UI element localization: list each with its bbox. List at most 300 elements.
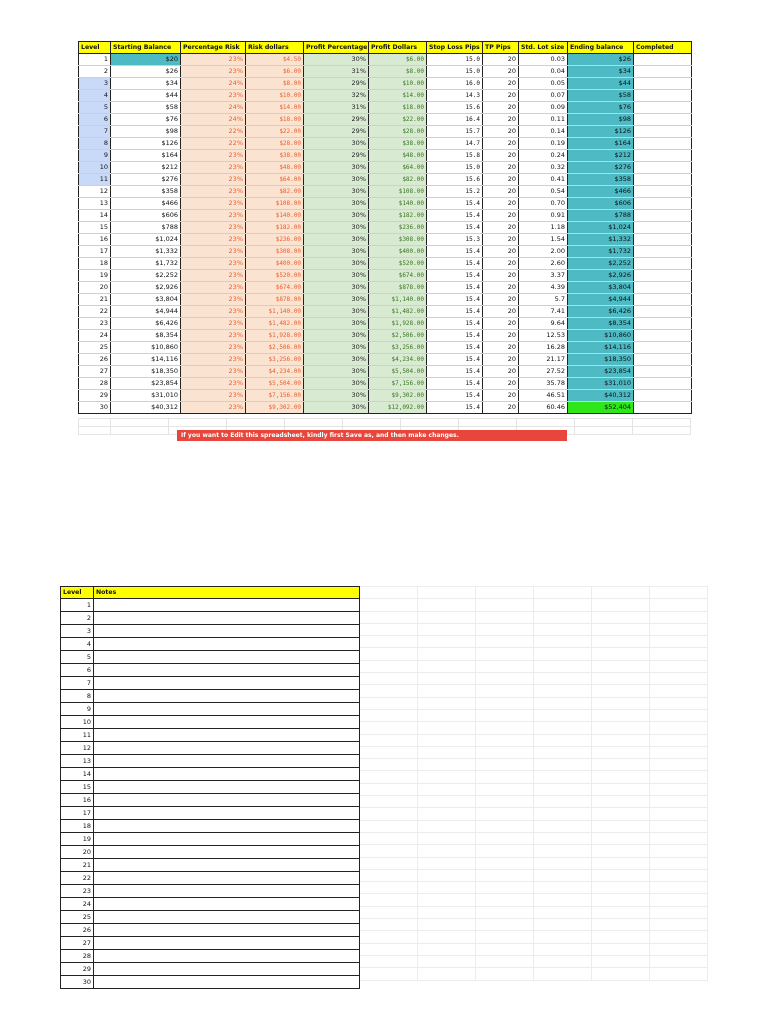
notes-text-cell[interactable] [94, 820, 360, 833]
ending-balance-cell[interactable]: $4,944 [568, 294, 634, 306]
grid-cell[interactable] [418, 734, 476, 746]
profit-percentage-cell[interactable]: 30% [304, 198, 369, 210]
stop-loss-pips-cell[interactable]: 15.3 [427, 234, 483, 246]
grid-cell[interactable] [360, 869, 418, 881]
stop-loss-pips-cell[interactable]: 15.4 [427, 306, 483, 318]
tp-pips-cell[interactable]: 20 [483, 258, 519, 270]
ending-balance-cell[interactable]: $76 [568, 102, 634, 114]
level-cell[interactable]: 15 [79, 222, 111, 234]
percentage-risk-cell[interactable]: 23% [181, 390, 246, 402]
risk-dollars-cell[interactable]: $4.50 [246, 54, 304, 66]
lot-size-cell[interactable]: 0.24 [519, 150, 568, 162]
level-cell[interactable]: 18 [79, 258, 111, 270]
header-profit-percentage[interactable]: Profit Percentage [304, 42, 369, 54]
grid-cell[interactable] [360, 636, 418, 648]
notes-text-cell[interactable] [94, 703, 360, 716]
profit-percentage-cell[interactable]: 30% [304, 282, 369, 294]
starting-balance-cell[interactable]: $4,944 [111, 306, 181, 318]
notes-text-cell[interactable] [94, 755, 360, 768]
notes-text-cell[interactable] [94, 612, 360, 625]
profit-percentage-cell[interactable]: 31% [304, 102, 369, 114]
tp-pips-cell[interactable]: 20 [483, 186, 519, 198]
notes-text-cell[interactable] [94, 937, 360, 950]
grid-cell[interactable] [534, 636, 592, 648]
grid-cell[interactable] [476, 660, 534, 672]
grid-cell[interactable] [592, 771, 650, 783]
grid-cell[interactable] [476, 611, 534, 623]
grid-cell[interactable] [476, 648, 534, 660]
grid-cell[interactable] [476, 832, 534, 844]
ending-balance-cell[interactable]: $98 [568, 114, 634, 126]
header-ending-balance[interactable]: Ending balance [568, 42, 634, 54]
grid-cell[interactable] [360, 906, 418, 918]
starting-balance-cell[interactable]: $18,350 [111, 366, 181, 378]
grid-cell[interactable] [418, 722, 476, 734]
grid-cell[interactable] [360, 685, 418, 697]
risk-dollars-cell[interactable]: $674.00 [246, 282, 304, 294]
grid-cell[interactable] [534, 857, 592, 869]
grid-cell[interactable] [476, 943, 534, 955]
header-completed[interactable]: Completed [634, 42, 692, 54]
percentage-risk-cell[interactable]: 23% [181, 306, 246, 318]
grid-cell[interactable] [534, 894, 592, 906]
completed-cell[interactable] [634, 222, 692, 234]
lot-size-cell[interactable]: 3.37 [519, 270, 568, 282]
grid-cell[interactable] [418, 857, 476, 869]
grid-cell[interactable] [592, 882, 650, 894]
tp-pips-cell[interactable]: 20 [483, 390, 519, 402]
stop-loss-pips-cell[interactable]: 16.4 [427, 114, 483, 126]
tp-pips-cell[interactable]: 20 [483, 102, 519, 114]
ending-balance-cell[interactable]: $3,804 [568, 282, 634, 294]
grid-cell[interactable] [534, 955, 592, 967]
tp-pips-cell[interactable]: 20 [483, 162, 519, 174]
lot-size-cell[interactable]: 5.7 [519, 294, 568, 306]
percentage-risk-cell[interactable]: 24% [181, 114, 246, 126]
grid-cell[interactable] [418, 968, 476, 980]
starting-balance-cell[interactable]: $126 [111, 138, 181, 150]
ending-balance-cell[interactable]: $2,926 [568, 270, 634, 282]
completed-cell[interactable] [634, 378, 692, 390]
profit-dollars-cell[interactable]: $674.00 [369, 270, 427, 282]
grid-cell[interactable] [650, 808, 708, 820]
profit-percentage-cell[interactable]: 32% [304, 90, 369, 102]
lot-size-cell[interactable]: 2.00 [519, 246, 568, 258]
lot-size-cell[interactable]: 0.14 [519, 126, 568, 138]
completed-cell[interactable] [634, 282, 692, 294]
grid-cell[interactable] [534, 759, 592, 771]
header-lot-size[interactable]: Std. Lot size [519, 42, 568, 54]
profit-dollars-cell[interactable]: $1,482.00 [369, 306, 427, 318]
grid-cell[interactable] [650, 587, 708, 599]
ending-balance-cell[interactable]: $8,354 [568, 318, 634, 330]
level-cell[interactable]: 21 [79, 294, 111, 306]
grid-cell[interactable] [418, 955, 476, 967]
level-cell[interactable]: 4 [79, 90, 111, 102]
grid-cell[interactable] [650, 820, 708, 832]
completed-cell[interactable] [634, 306, 692, 318]
grid-cell[interactable] [534, 931, 592, 943]
risk-dollars-cell[interactable]: $1,140.00 [246, 306, 304, 318]
tp-pips-cell[interactable]: 20 [483, 342, 519, 354]
tp-pips-cell[interactable]: 20 [483, 246, 519, 258]
grid-cell[interactable] [476, 697, 534, 709]
tp-pips-cell[interactable]: 20 [483, 378, 519, 390]
grid-cell[interactable] [534, 599, 592, 611]
level-cell[interactable]: 8 [79, 138, 111, 150]
grid-cell[interactable] [650, 882, 708, 894]
completed-cell[interactable] [634, 258, 692, 270]
grid-cell[interactable] [592, 919, 650, 931]
grid-cell[interactable] [360, 820, 418, 832]
grid-cell[interactable] [418, 709, 476, 721]
grid-cell[interactable] [592, 660, 650, 672]
level-cell[interactable]: 9 [79, 150, 111, 162]
notes-text-cell[interactable] [94, 742, 360, 755]
grid-cell[interactable] [650, 722, 708, 734]
notes-text-cell[interactable] [94, 768, 360, 781]
grid-cell[interactable] [592, 587, 650, 599]
lot-size-cell[interactable]: 60.46 [519, 402, 568, 414]
risk-dollars-cell[interactable]: $2,506.00 [246, 342, 304, 354]
grid-cell[interactable] [534, 611, 592, 623]
completed-cell[interactable] [634, 186, 692, 198]
grid-cell[interactable] [592, 820, 650, 832]
risk-dollars-cell[interactable]: $14.00 [246, 102, 304, 114]
notes-level-cell[interactable]: 20 [61, 846, 94, 859]
completed-cell[interactable] [634, 54, 692, 66]
lot-size-cell[interactable]: 0.54 [519, 186, 568, 198]
grid-cell[interactable] [592, 832, 650, 844]
ending-balance-cell[interactable]: $2,252 [568, 258, 634, 270]
stop-loss-pips-cell[interactable]: 15.4 [427, 222, 483, 234]
level-cell[interactable]: 23 [79, 318, 111, 330]
grid-cell[interactable] [592, 722, 650, 734]
grid-cell[interactable] [534, 673, 592, 685]
level-cell[interactable]: 28 [79, 378, 111, 390]
ending-balance-cell[interactable]: $212 [568, 150, 634, 162]
grid-cell[interactable] [650, 611, 708, 623]
notes-level-cell[interactable]: 15 [61, 781, 94, 794]
profit-percentage-cell[interactable]: 30% [304, 354, 369, 366]
grid-cell[interactable] [476, 734, 534, 746]
stop-loss-pips-cell[interactable]: 15.4 [427, 378, 483, 390]
grid-cell[interactable] [418, 906, 476, 918]
profit-percentage-cell[interactable]: 30% [304, 210, 369, 222]
starting-balance-cell[interactable]: $1,732 [111, 258, 181, 270]
risk-dollars-cell[interactable]: $140.00 [246, 210, 304, 222]
profit-dollars-cell[interactable]: $7,156.00 [369, 378, 427, 390]
percentage-risk-cell[interactable]: 23% [181, 234, 246, 246]
lot-size-cell[interactable]: 0.03 [519, 54, 568, 66]
grid-cell[interactable] [534, 968, 592, 980]
tp-pips-cell[interactable]: 20 [483, 294, 519, 306]
grid-cell[interactable] [534, 771, 592, 783]
grid-cell[interactable] [476, 709, 534, 721]
grid-cell[interactable] [418, 660, 476, 672]
profit-percentage-cell[interactable]: 30% [304, 270, 369, 282]
lot-size-cell[interactable]: 0.09 [519, 102, 568, 114]
risk-dollars-cell[interactable]: $108.00 [246, 198, 304, 210]
grid-cell[interactable] [360, 968, 418, 980]
grid-cell[interactable] [418, 697, 476, 709]
completed-cell[interactable] [634, 390, 692, 402]
lot-size-cell[interactable]: 0.41 [519, 174, 568, 186]
percentage-risk-cell[interactable]: 23% [181, 198, 246, 210]
grid-cell[interactable] [650, 845, 708, 857]
grid-cell[interactable] [650, 943, 708, 955]
level-cell[interactable]: 3 [79, 78, 111, 90]
grid-cell[interactable] [592, 599, 650, 611]
lot-size-cell[interactable]: 1.18 [519, 222, 568, 234]
risk-dollars-cell[interactable]: $64.00 [246, 174, 304, 186]
profit-dollars-cell[interactable]: $6.00 [369, 54, 427, 66]
tp-pips-cell[interactable]: 20 [483, 210, 519, 222]
notes-level-cell[interactable]: 26 [61, 924, 94, 937]
starting-balance-cell[interactable]: $6,426 [111, 318, 181, 330]
grid-cell[interactable] [418, 919, 476, 931]
grid-cell[interactable] [592, 623, 650, 635]
level-cell[interactable]: 17 [79, 246, 111, 258]
profit-dollars-cell[interactable]: $38.00 [369, 138, 427, 150]
grid-cell[interactable] [534, 685, 592, 697]
percentage-risk-cell[interactable]: 23% [181, 318, 246, 330]
grid-cell[interactable] [476, 955, 534, 967]
profit-dollars-cell[interactable]: $400.00 [369, 246, 427, 258]
grid-cell[interactable] [650, 636, 708, 648]
profit-percentage-cell[interactable]: 30% [304, 318, 369, 330]
notes-text-cell[interactable] [94, 664, 360, 677]
notes-level-cell[interactable]: 8 [61, 690, 94, 703]
stop-loss-pips-cell[interactable]: 15.6 [427, 102, 483, 114]
tp-pips-cell[interactable]: 20 [483, 90, 519, 102]
ending-balance-cell[interactable]: $466 [568, 186, 634, 198]
notes-header-level[interactable]: Level [61, 587, 94, 599]
risk-dollars-cell[interactable]: $7,156.00 [246, 390, 304, 402]
starting-balance-cell[interactable]: $20 [111, 54, 181, 66]
grid-cell[interactable] [534, 734, 592, 746]
risk-dollars-cell[interactable]: $10.00 [246, 90, 304, 102]
profit-dollars-cell[interactable]: $10.00 [369, 78, 427, 90]
grid-cell[interactable] [418, 623, 476, 635]
tp-pips-cell[interactable]: 20 [483, 54, 519, 66]
lot-size-cell[interactable]: 4.39 [519, 282, 568, 294]
percentage-risk-cell[interactable]: 23% [181, 294, 246, 306]
ending-balance-cell[interactable]: $26 [568, 54, 634, 66]
profit-dollars-cell[interactable]: $22.00 [369, 114, 427, 126]
grid-cell[interactable] [360, 709, 418, 721]
starting-balance-cell[interactable]: $606 [111, 210, 181, 222]
grid-cell[interactable] [418, 771, 476, 783]
profit-percentage-cell[interactable]: 29% [304, 78, 369, 90]
notes-level-cell[interactable]: 14 [61, 768, 94, 781]
grid-cell[interactable] [418, 845, 476, 857]
percentage-risk-cell[interactable]: 22% [181, 126, 246, 138]
grid-cell[interactable] [592, 869, 650, 881]
starting-balance-cell[interactable]: $164 [111, 150, 181, 162]
ending-balance-cell[interactable]: $276 [568, 162, 634, 174]
profit-percentage-cell[interactable]: 30% [304, 222, 369, 234]
stop-loss-pips-cell[interactable]: 15.4 [427, 390, 483, 402]
grid-cell[interactable] [476, 808, 534, 820]
completed-cell[interactable] [634, 162, 692, 174]
grid-cell[interactable] [360, 599, 418, 611]
grid-cell[interactable] [534, 660, 592, 672]
ending-balance-cell[interactable]: $1,332 [568, 234, 634, 246]
stop-loss-pips-cell[interactable]: 14.7 [427, 138, 483, 150]
grid-cell[interactable] [476, 820, 534, 832]
completed-cell[interactable] [634, 210, 692, 222]
completed-cell[interactable] [634, 150, 692, 162]
risk-dollars-cell[interactable]: $520.00 [246, 270, 304, 282]
level-cell[interactable]: 7 [79, 126, 111, 138]
notes-level-cell[interactable]: 9 [61, 703, 94, 716]
grid-cell[interactable] [592, 845, 650, 857]
grid-cell[interactable] [592, 955, 650, 967]
stop-loss-pips-cell[interactable]: 15.4 [427, 342, 483, 354]
grid-cell[interactable] [592, 783, 650, 795]
level-cell[interactable]: 20 [79, 282, 111, 294]
grid-cell[interactable] [360, 771, 418, 783]
lot-size-cell[interactable]: 0.32 [519, 162, 568, 174]
percentage-risk-cell[interactable]: 23% [181, 354, 246, 366]
lot-size-cell[interactable]: 21.17 [519, 354, 568, 366]
percentage-risk-cell[interactable]: 24% [181, 78, 246, 90]
grid-cell[interactable] [534, 709, 592, 721]
level-cell[interactable]: 16 [79, 234, 111, 246]
ending-balance-cell[interactable]: $6,426 [568, 306, 634, 318]
notes-text-cell[interactable] [94, 898, 360, 911]
risk-dollars-cell[interactable]: $182.00 [246, 222, 304, 234]
grid-cell[interactable] [650, 734, 708, 746]
lot-size-cell[interactable]: 2.60 [519, 258, 568, 270]
starting-balance-cell[interactable]: $98 [111, 126, 181, 138]
stop-loss-pips-cell[interactable]: 15.4 [427, 330, 483, 342]
profit-dollars-cell[interactable]: $2,506.00 [369, 330, 427, 342]
notes-text-cell[interactable] [94, 781, 360, 794]
grid-cell[interactable] [360, 943, 418, 955]
level-cell[interactable]: 30 [79, 402, 111, 414]
starting-balance-cell[interactable]: $1,024 [111, 234, 181, 246]
risk-dollars-cell[interactable]: $22.00 [246, 126, 304, 138]
grid-cell[interactable] [650, 857, 708, 869]
completed-cell[interactable] [634, 270, 692, 282]
risk-dollars-cell[interactable]: $82.00 [246, 186, 304, 198]
grid-cell[interactable] [360, 808, 418, 820]
profit-dollars-cell[interactable]: $520.00 [369, 258, 427, 270]
notes-level-cell[interactable]: 30 [61, 976, 94, 989]
completed-cell[interactable] [634, 174, 692, 186]
grid-cell[interactable] [534, 943, 592, 955]
grid-cell[interactable] [592, 857, 650, 869]
grid-cell[interactable] [650, 697, 708, 709]
ending-balance-cell[interactable]: $44 [568, 78, 634, 90]
grid-cell[interactable] [360, 882, 418, 894]
level-cell[interactable]: 27 [79, 366, 111, 378]
profit-dollars-cell[interactable]: $14.00 [369, 90, 427, 102]
completed-cell[interactable] [634, 90, 692, 102]
grid-cell[interactable] [360, 673, 418, 685]
profit-percentage-cell[interactable]: 30% [304, 162, 369, 174]
grid-cell[interactable] [360, 894, 418, 906]
percentage-risk-cell[interactable]: 22% [181, 138, 246, 150]
percentage-risk-cell[interactable]: 23% [181, 174, 246, 186]
grid-cell[interactable] [476, 857, 534, 869]
stop-loss-pips-cell[interactable]: 15.0 [427, 66, 483, 78]
level-cell[interactable]: 29 [79, 390, 111, 402]
stop-loss-pips-cell[interactable]: 15.0 [427, 162, 483, 174]
level-cell[interactable]: 25 [79, 342, 111, 354]
ending-balance-cell[interactable]: $10,860 [568, 330, 634, 342]
notes-text-cell[interactable] [94, 625, 360, 638]
grid-cell[interactable] [418, 587, 476, 599]
starting-balance-cell[interactable]: $1,332 [111, 246, 181, 258]
profit-dollars-cell[interactable]: $82.00 [369, 174, 427, 186]
notes-level-cell[interactable]: 16 [61, 794, 94, 807]
risk-dollars-cell[interactable]: $48.00 [246, 162, 304, 174]
lot-size-cell[interactable]: 0.70 [519, 198, 568, 210]
grid-cell[interactable] [650, 869, 708, 881]
risk-dollars-cell[interactable]: $400.00 [246, 258, 304, 270]
ending-balance-cell[interactable]: $164 [568, 138, 634, 150]
ending-balance-cell[interactable]: $31,010 [568, 378, 634, 390]
risk-dollars-cell[interactable]: $38.00 [246, 150, 304, 162]
grid-cell[interactable] [360, 611, 418, 623]
notes-level-cell[interactable]: 17 [61, 807, 94, 820]
stop-loss-pips-cell[interactable]: 15.4 [427, 210, 483, 222]
grid-cell[interactable] [534, 796, 592, 808]
grid-cell[interactable] [476, 906, 534, 918]
grid-cell[interactable] [418, 636, 476, 648]
header-percentage-risk[interactable]: Percentage Risk [181, 42, 246, 54]
notes-text-cell[interactable] [94, 833, 360, 846]
ending-balance-cell[interactable]: $788 [568, 210, 634, 222]
grid-cell[interactable] [592, 894, 650, 906]
level-cell[interactable]: 14 [79, 210, 111, 222]
profit-dollars-cell[interactable]: $140.00 [369, 198, 427, 210]
profit-dollars-cell[interactable]: $4,234.00 [369, 354, 427, 366]
notes-level-cell[interactable]: 2 [61, 612, 94, 625]
completed-cell[interactable] [634, 234, 692, 246]
risk-dollars-cell[interactable]: $18.00 [246, 114, 304, 126]
completed-cell[interactable] [634, 354, 692, 366]
starting-balance-cell[interactable]: $3,804 [111, 294, 181, 306]
grid-cell[interactable] [418, 869, 476, 881]
grid-cell[interactable] [360, 697, 418, 709]
profit-percentage-cell[interactable]: 30% [304, 138, 369, 150]
profit-percentage-cell[interactable]: 29% [304, 114, 369, 126]
grid-cell[interactable] [592, 796, 650, 808]
percentage-risk-cell[interactable]: 23% [181, 222, 246, 234]
notes-text-cell[interactable] [94, 690, 360, 703]
lot-size-cell[interactable]: 9.64 [519, 318, 568, 330]
tp-pips-cell[interactable]: 20 [483, 330, 519, 342]
grid-cell[interactable] [534, 882, 592, 894]
completed-cell[interactable] [634, 402, 692, 414]
lot-size-cell[interactable]: 12.53 [519, 330, 568, 342]
grid-cell[interactable] [534, 587, 592, 599]
profit-percentage-cell[interactable]: 30% [304, 330, 369, 342]
risk-dollars-cell[interactable]: $28.00 [246, 138, 304, 150]
tp-pips-cell[interactable]: 20 [483, 318, 519, 330]
stop-loss-pips-cell[interactable]: 14.3 [427, 90, 483, 102]
grid-cell[interactable] [650, 783, 708, 795]
grid-cell[interactable] [476, 599, 534, 611]
grid-cell[interactable] [592, 931, 650, 943]
stop-loss-pips-cell[interactable]: 15.6 [427, 174, 483, 186]
stop-loss-pips-cell[interactable]: 15.8 [427, 150, 483, 162]
grid-cell[interactable] [476, 623, 534, 635]
